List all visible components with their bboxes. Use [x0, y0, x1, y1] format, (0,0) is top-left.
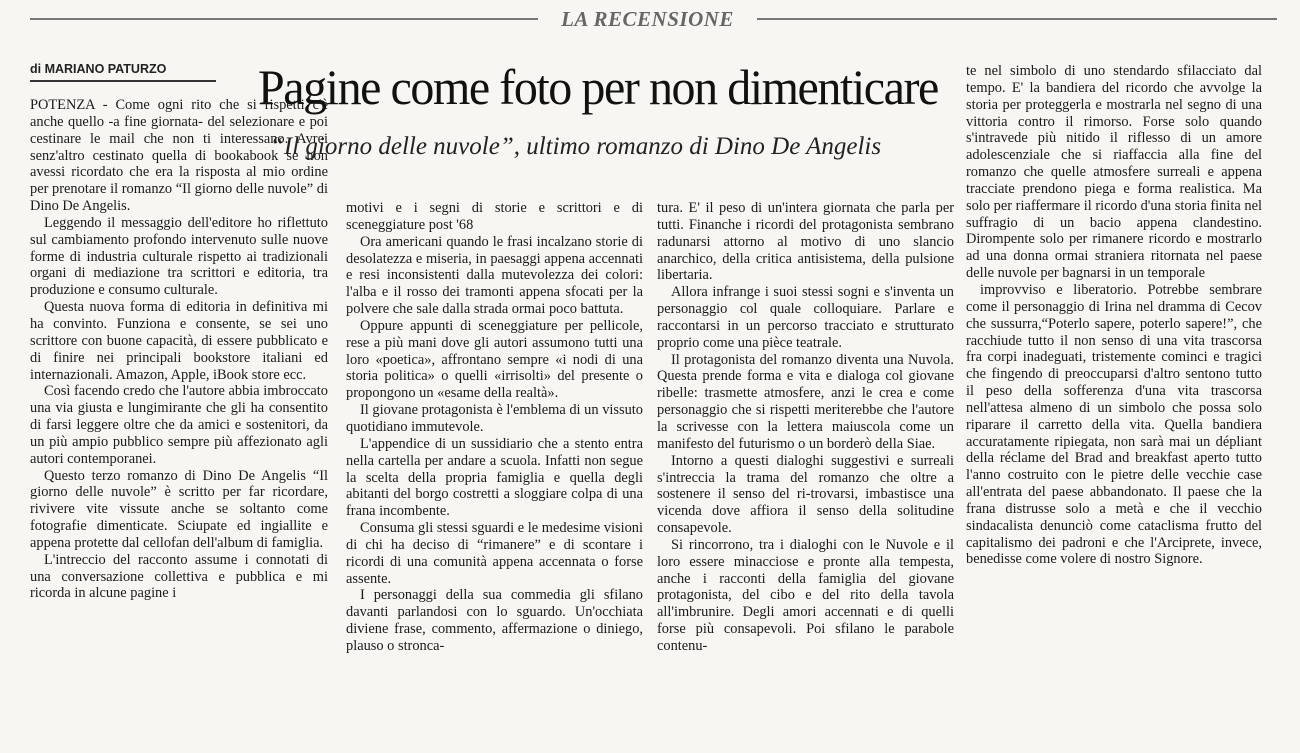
paragraph: Il giovane protagonista è l'emblema di un vissuto quotidiano immutevole. — [346, 402, 643, 435]
paragraph: Si rincorrono, tra i dialoghi con le Nuvole e il loro essere minacciose e pronte alla tempesta, anche i racconti della famiglia del giovane protagonista, del cibo e del rito della tavola all'imbrunire. Degli amori accennati e di quelli forse più consapevoli. Poi sfilano le parabole contenu- — [657, 536, 954, 654]
section-label: LA RECENSIONE — [561, 7, 734, 31]
headline: Pagine come foto per non dimenticare — [258, 59, 938, 115]
article-column-4 — [966, 63, 1262, 737]
paragraph: motivi e i segni di storie e scrittori e di sceneggiature post '68 — [346, 200, 643, 233]
paragraph: Ora americani quando le frasi incalzano storie di desolatezza e miseria, in paesaggi appena accennati e resi inconsistenti dalla mutevolezza dei colori: l'alba e il rosso dei tramonti appena sfocati per la polvere che sale dalla strada ormai poco battuta. — [346, 233, 643, 318]
paragraph: Oppure appunti di sceneggiature per pellicole, rese a più mani dove gli autori assumono tutti una loro «poetica», affrontano sempre «i nodi di una storia politica» o quelli «irrisolti» del presente o propongono un «esame della realtà». — [346, 317, 643, 402]
paragraph: Leggendo il messaggio dell'editore ho riflettuto sul cambiamento profondo intervenuto sulle nuove forme di industria culturale rispetto ai tradizionali organi di mediazione tra scrittori e editoria, tra produzione e consumo culturale. — [30, 214, 328, 299]
paragraph: Allora infrange i suoi stessi sogni e s'inventa un personaggio col quale colloquiare. Parlare e raccontarsi in un percorso tracciato e strutturato proprio come una pièce teatrale. — [657, 284, 954, 351]
paragraph: Questo terzo romanzo di Dino De Angelis “Il giorno delle nuvole” è scritto per far ricordare, rivivere vite vissute anche se soltanto come fotografie dimenticate. Sciupate ed ingiallite e appena protette dal cellofan dell'album di famiglia. — [30, 467, 328, 551]
paragraph: Il protagonista del romanzo diventa una Nuvola. Questa prende forma e vita e dialoga col giovane ribelle: trasmette atmosfere, anzi le crea e come personaggio che si rispetti meriterebbe che l'autore la scrivesse con la lettera maiuscola come un manifesto del futurismo o un borderò della Siae. — [657, 351, 954, 452]
paragraph: I personaggi della sua commedia gli sfilano davanti parlandosi con lo sguardo. Un'occhiata diviene frase, commento, affermazione o diniego, plauso o stronca- — [346, 587, 643, 654]
top-rule-left — [30, 18, 538, 20]
paragraph: L'appendice di un sussidiario che a stento entra nella cartella per andare a scuola. Infatti non segue la scelta della propria famiglia e quella degli abitanti del borgo costretti a sloggiare colpa di una frana incombente. — [346, 435, 643, 520]
paragraph: Consuma gli stessi sguardi e le medesime visioni di chi ha deciso di “rimanere” e di scontare i ricordi di una comunità appena accennata o forse assente. — [346, 520, 643, 587]
paragraph: Questa nuova forma di editoria in definitiva mi ha convinto. Funziona e consente, se sei uno scrittore con buone capacità, di essere pubblicato e di finire nei principali bookstore italiani ed internazionali. Amazon, Apple, iBook store ecc. — [30, 299, 328, 383]
article-column-2 — [346, 200, 643, 737]
top-rule-right — [757, 18, 1277, 20]
paragraph: te nel simbolo di uno stendardo sfilacciato dal tempo. E' la bandiera del ricordo che avvolge la storia per proteggerla e mostrarla nel segno di una vittoria contro il rimorso. Forse solo quando s'intravede più nitido il riflesso di un amore adolescenziale che si riaffaccia alla fine del romanzo che quelle atmosfere surreali e appena tracciate prendono piega e forma realistica. Ma solo per riaffermare il ricordo d'una storia finita nel suffragio di un bacio appena clandestino. Dirompente solo per rimanere ricordo e mostrarlo ad una donna ormai straniera ritornata nel paese delle nuvole per bagnarsi in un temporale — [966, 63, 1262, 282]
subheadline: “Il giorno delle nuvole”, ultimo romanzo di Dino De Angelis — [270, 133, 882, 160]
paragraph: tura. E' il peso di un'intera giornata che parla per tutti. Finanche i ricordi del protagonista sembrano radunarsi attorno al motivo di uno slancio anarchico, della critica antisistema, della pulsione libertaria. — [657, 200, 954, 284]
article-column-1 — [30, 97, 328, 737]
paragraph: improvviso e liberatorio. Potrebbe sembrare come il personaggio di Irina nel dramma di Cecov che sussurra,“Poterlo sapere, poterlo sapere!”, che racchiude tutto il non senso di una vita trascorsa fra corpi inadeguati, tristemente cominci e tragici che fingendo di preoccuparsi d'altro sentono tutto il peso della sofferenza d'una vita trascorsa nell'attesa almeno di un simbolo che possa solo riparare il carretto della vita. Quella bandiera accuratamente ripiegata, non sarà mai un dépliant della réclame del Brad and breakfast aperto tutto l'anno costruito con le pietre delle vecchie case all'entrata del paese abbandonato. Il paese che la frana distrusse solo a metà e che il vecchio sindacalista denunciò come cataclisma frutto del capitalismo dei padroni e che l'Arciprete, invece, benedisse come volere di nostro Signore. — [966, 281, 1262, 568]
article-column-3 — [657, 200, 954, 737]
paragraph: Così facendo credo che l'autore abbia imbroccato una via giusta e lungimirante che gli ha consentito di farsi leggere oltre che da amici e sostenitori, da un più ampio pubblico sempre più affezionato agli autori contemporanei. — [30, 383, 328, 467]
paragraph: L'intreccio del racconto assume i connotati di una conversazione collettiva e pubblica e mi ricorda in alcune pagine i — [30, 551, 328, 602]
paragraph: Intorno a questi dialoghi suggestivi e surreali s'intreccia la trama del romanzo che oltre a sostenere il senso del ri-trovarsi, imbastisce una vicenda dove affiora il senso della solitudine consapevole. — [657, 452, 954, 537]
byline: di MARIANO PATURZO — [30, 62, 216, 82]
paragraph: POTENZA - Come ogni rito che si rispetti c'è anche quello -a fine giornata- del selezionare e poi cestinare le mail che non ti interessano. Avrei senz'altro cestinato quella di bookabook se non avessi ricordato che era la risposta al mio ordine per prenotare il romanzo “Il giorno delle nuvole” di Dino De Angelis. — [30, 97, 328, 215]
